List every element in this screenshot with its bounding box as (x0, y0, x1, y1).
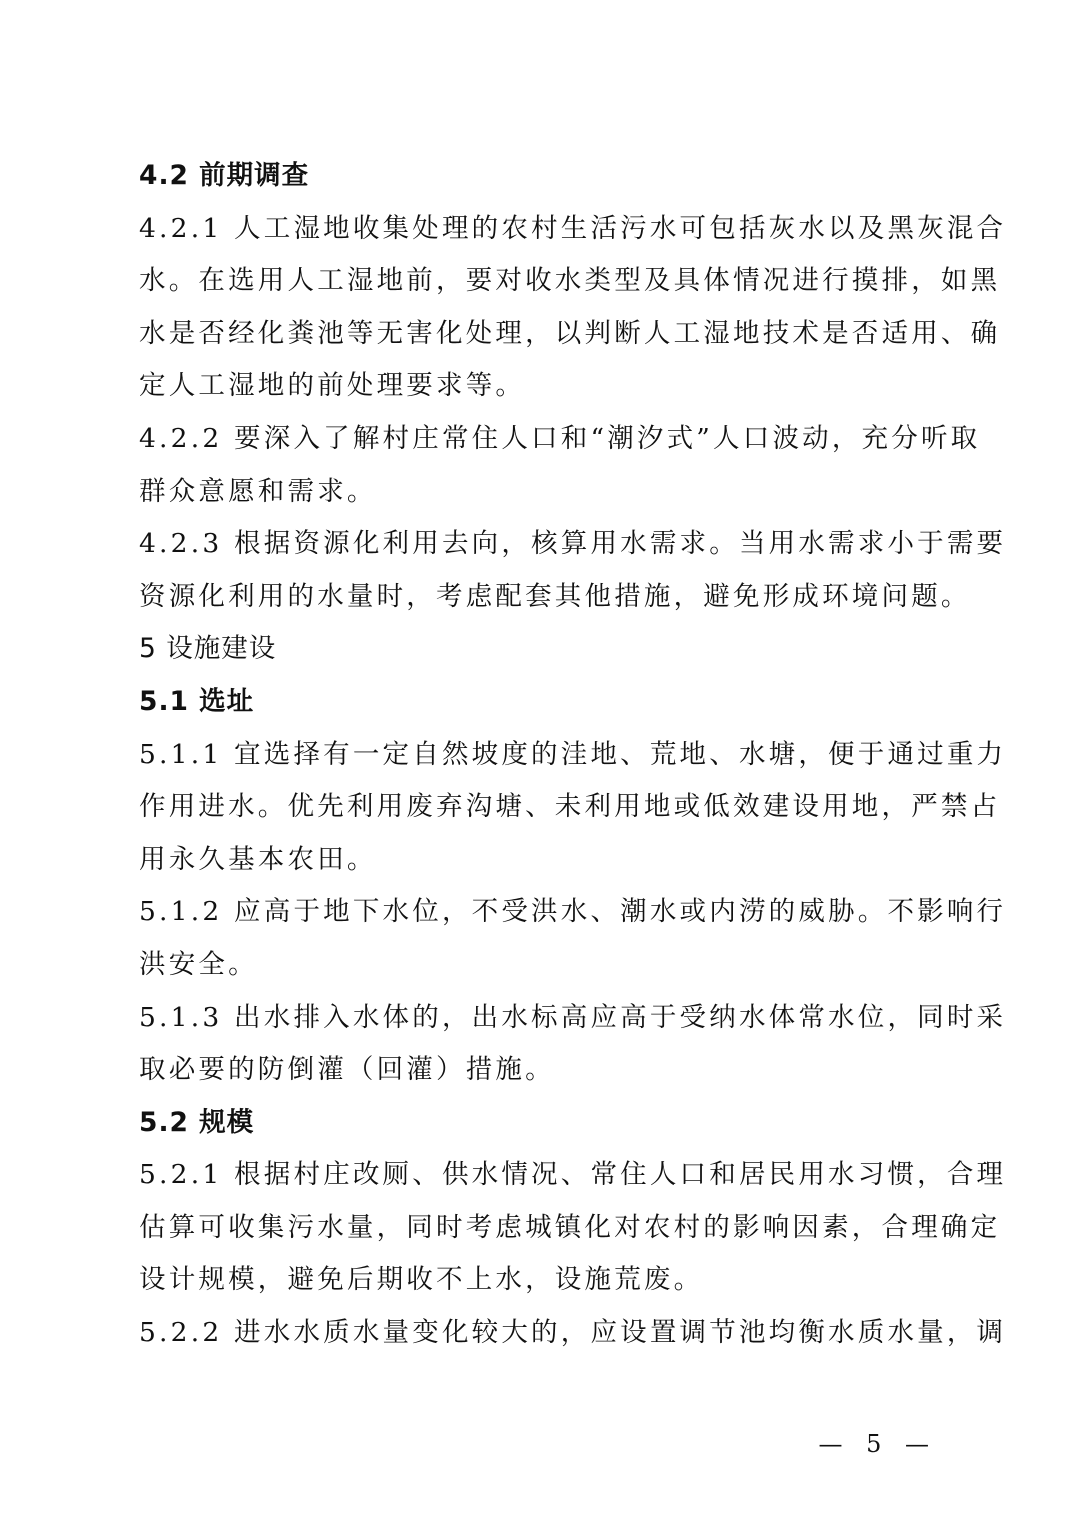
paragraph-line: 4.2.3 根据资源化利用去向，核算用水需求。当用水需求小于需要 (139, 528, 1007, 560)
paragraph-line: 水是否经化粪池等无害化处理，以判断人工湿地技术是否适用、确 (139, 317, 1001, 349)
paragraph-line: 设计规模，避免后期收不上水，设施荒废。 (139, 1264, 704, 1296)
paragraph-line: 4.2.2 要深入了解村庄常住人口和“潮汐式”人口波动，充分听取 (139, 422, 981, 454)
paragraph-line: 估算可收集污水量，同时考虑城镇化对农村的影响因素，合理确定 (139, 1211, 1001, 1243)
paragraph-line: 用永久基本农田。 (139, 843, 377, 875)
paragraph-line: 水。在选用人工湿地前，要对收水类型及具体情况进行摸排，如黑 (139, 265, 1001, 297)
section-heading-5-2: 5.2 规模 (139, 1106, 255, 1138)
paragraph-line: 5.1.1 宜选择有一定自然坡度的洼地、荒地、水塘，便于通过重力 (139, 738, 1007, 770)
paragraph-line: 作用进水。优先利用废弃沟塘、未利用地或低效建设用地，严禁占 (139, 791, 1001, 823)
paragraph-line: 5.2.1 根据村庄改厕、供水情况、常住人口和居民用水习惯，合理 (139, 1159, 1007, 1191)
paragraph-line: 5.2.2 进水水质水量变化较大的，应设置调节池均衡水质水量，调 (139, 1317, 1007, 1349)
section-heading-4-2: 4.2 前期调查 (139, 160, 310, 191)
paragraph-line: 5.1.2 应高于地下水位，不受洪水、潮水或内涝的威胁。不影响行 (139, 896, 1007, 928)
paragraph-line: 取必要的防倒灌（回灌）措施。 (139, 1054, 555, 1086)
section-heading-5: 5 设施建设 (139, 633, 277, 665)
section-heading-5-1: 5.1 选址 (139, 685, 255, 717)
paragraph-line: 洪安全。 (139, 948, 258, 980)
paragraph-line: 资源化利用的水量时，考虑配套其他措施，避免形成环境问题。 (139, 580, 971, 612)
paragraph-line: 群众意愿和需求。 (139, 475, 377, 507)
paragraph-line: 定人工湿地的前处理要求等。 (139, 370, 526, 402)
document-body (139, 150, 1007, 1360)
page-number: — 5 — (818, 1430, 937, 1458)
paragraph-line: 5.1.3 出水排入水体的，出水标高应高于受纳水体常水位，同时采 (139, 1001, 1007, 1033)
paragraph-line: 4.2.1 人工湿地收集处理的农村生活污水可包括灰水以及黑灰混合 (139, 212, 1007, 244)
